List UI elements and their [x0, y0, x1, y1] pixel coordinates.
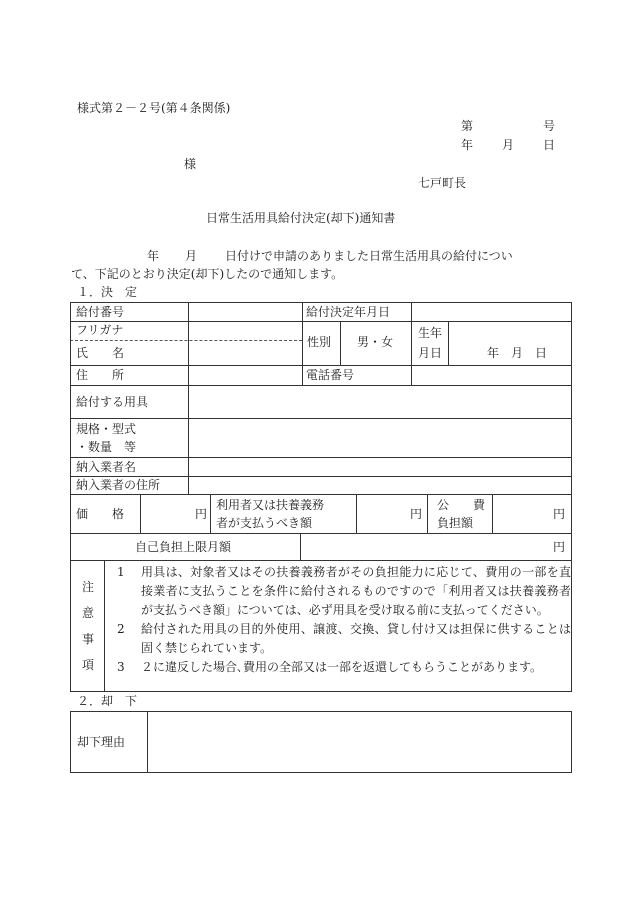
kohi-yen: 円: [553, 507, 566, 521]
hi-label: 日: [543, 138, 556, 152]
seibetsu-label: 性別: [307, 335, 332, 349]
sex-options: 男・女: [357, 335, 394, 349]
form-number: 様式第２－２号(第４条関係): [77, 101, 231, 115]
furigana-label: フリガナ: [76, 323, 124, 337]
sama-label: 様: [184, 157, 197, 171]
tel-label: 電話番号: [306, 368, 355, 382]
intro-line1: 日付けで申請のありました日常生活用具の給付につい: [225, 249, 513, 263]
tsuki-label: 月: [502, 138, 515, 152]
jiko-yen: 円: [553, 540, 566, 554]
yogu-label: 給付する用具: [76, 395, 149, 409]
spec-label-1: 規格・型式: [76, 422, 137, 436]
notes-label-4: 項: [82, 658, 95, 672]
note-item: [113, 563, 573, 620]
birth-label-1: 生年: [418, 326, 443, 340]
nen-label: 年: [461, 138, 474, 152]
notes-label-1: 注: [82, 580, 95, 594]
kohi-label-2: 負担額: [437, 516, 474, 530]
note-number: 2: [117, 622, 125, 636]
user-pay-yen: 円: [410, 507, 423, 521]
intro-nen: 年: [147, 249, 160, 263]
note-text: ２に違反した場合､費用の全部又は一部を返還してもらうことがあります。: [141, 660, 543, 674]
notes-label-2: 意: [82, 606, 95, 620]
notes-label-3: 事: [82, 632, 95, 646]
intro-line2: て、下記のとおり決定(却下)したので通知します。: [71, 267, 344, 281]
note-text: 用具は、対象者又はその扶養義務者がその負担能力に応じて、費用の一部を直接業者に支払うことを条件に給付されるものですので「利用者又は扶養義務者が支払うべき額」については、必ず用具を受け取る前に支払ってください。: [141, 565, 571, 617]
note-item: [113, 620, 573, 658]
gyosha-label: 納入業者名: [76, 460, 137, 474]
kyufu-bango-label: 給付番号: [76, 305, 125, 319]
birth-date-placeholder: 年 月 日: [487, 346, 548, 360]
section-kettei: １．決 定: [77, 285, 138, 299]
gyosha-addr-label: 納入業者の住所: [76, 478, 161, 492]
jusho-label: 住 所: [76, 368, 125, 382]
user-pay-label-2: 者が支払うべき額: [216, 516, 313, 530]
shimei-label: 氏 名: [76, 346, 125, 360]
dai-label: 第: [461, 119, 474, 133]
issuer: 七戸町長: [418, 176, 467, 190]
go-label: 号: [543, 119, 556, 133]
kyakka-riyu-label: 却下理由: [77, 735, 126, 749]
kohi-label-1: 公 費: [437, 498, 486, 512]
kakaku-yen: 円: [195, 507, 208, 521]
birth-label-2: 月日: [418, 346, 443, 360]
user-pay-label-1: 利用者又は扶養義務: [216, 498, 325, 512]
notes-list: [113, 563, 573, 677]
note-item: [113, 658, 573, 677]
note-text: 給付された用具の目的外使用、譲渡、交換、貸し付け又は担保に供することは固く禁じられています。: [141, 622, 571, 655]
note-number: 1: [117, 565, 125, 579]
intro-tsuki: 月: [185, 249, 198, 263]
section-kyakka: ２．却 下: [77, 694, 138, 708]
kettei-date-label: 給付決定年月日: [306, 305, 391, 319]
page-title: 日常生活用具給付決定(却下)通知書: [206, 211, 396, 225]
jiko-label: 自己負担上限月額: [135, 540, 232, 554]
kakaku-label: 価 格: [76, 507, 125, 521]
note-number: 3: [117, 660, 125, 674]
spec-label-2: ・数量 等: [76, 440, 137, 454]
